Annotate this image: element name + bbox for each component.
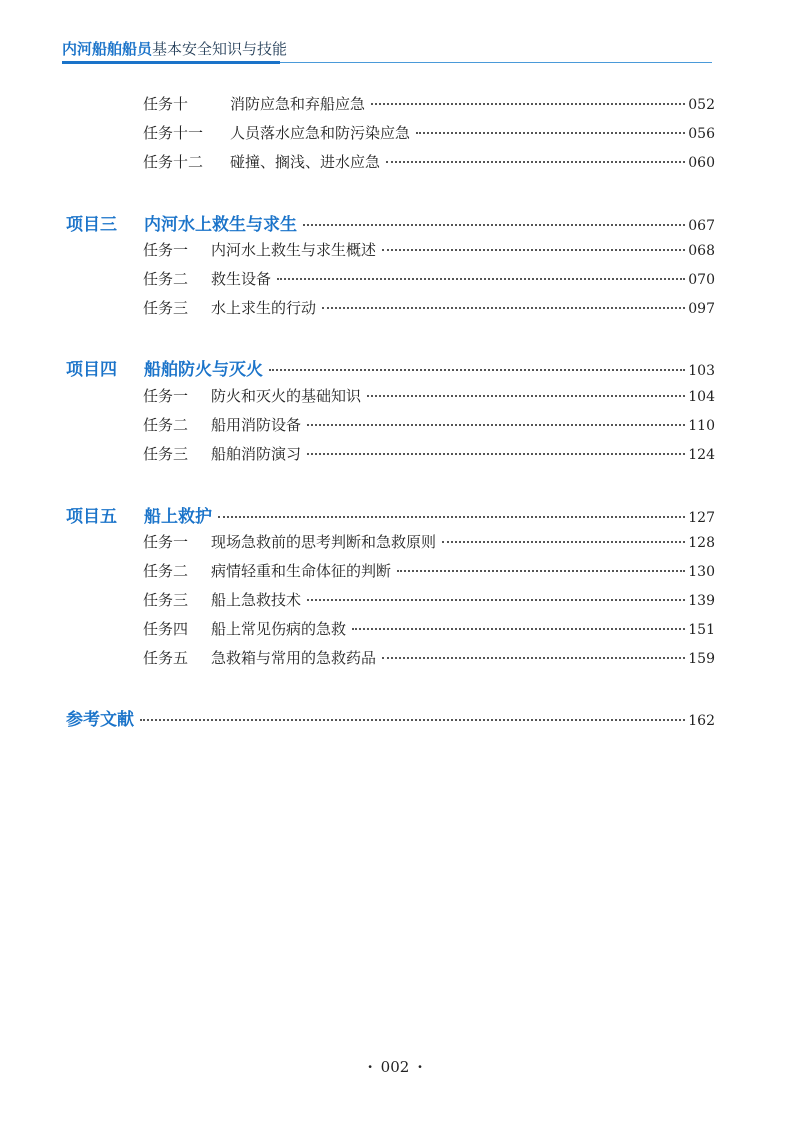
footer-dot-right: · xyxy=(417,1058,423,1076)
toc-task-row[interactable] xyxy=(143,414,715,435)
dot-leader xyxy=(269,369,685,371)
toc-task-row[interactable] xyxy=(143,297,715,318)
project-title: 内河水上救生与求生 xyxy=(144,215,297,235)
page-number: 068 xyxy=(688,243,715,259)
toc-project-row[interactable] xyxy=(66,502,715,527)
task-number: 任务十二 xyxy=(143,153,204,171)
task-number: 任务一 xyxy=(143,387,189,405)
task-title: 救生设备 xyxy=(211,270,272,288)
toc-references-row[interactable] xyxy=(66,705,715,730)
task-number: 任务三 xyxy=(143,591,189,609)
page-number: 162 xyxy=(688,713,715,729)
page-footer xyxy=(0,1058,790,1076)
toc-task-row[interactable] xyxy=(143,151,715,172)
book-title-strong: 内河船舶船员 xyxy=(62,40,153,58)
toc-task-row[interactable] xyxy=(143,443,715,464)
footer-dot-left: · xyxy=(367,1058,373,1076)
page-number: 097 xyxy=(688,301,715,317)
toc-task-row[interactable] xyxy=(143,93,715,114)
dot-leader xyxy=(307,424,685,426)
task-number: 任务五 xyxy=(143,649,189,667)
dot-leader xyxy=(277,278,685,280)
page-number: 124 xyxy=(688,447,715,463)
book-title-rest: 基本安全知识与技能 xyxy=(152,40,288,58)
project-number: 项目五 xyxy=(66,507,117,527)
toc-task-row[interactable] xyxy=(143,647,715,668)
task-number: 任务四 xyxy=(143,620,189,638)
project-title: 船上救护 xyxy=(144,507,212,527)
project-number: 项目三 xyxy=(66,215,117,235)
dot-leader xyxy=(322,307,685,309)
references-title: 参考文献 xyxy=(66,710,134,730)
toc-task-row[interactable] xyxy=(143,560,715,581)
running-header xyxy=(62,34,712,64)
task-title: 现场急救前的思考判断和急救原则 xyxy=(211,533,437,551)
dot-leader xyxy=(367,395,685,397)
toc-project-row[interactable] xyxy=(66,210,715,235)
page-number: 060 xyxy=(688,155,715,171)
task-title: 船上急救技术 xyxy=(211,591,302,609)
page-number: 110 xyxy=(688,418,715,434)
task-number: 任务一 xyxy=(143,241,189,259)
page-number: 159 xyxy=(688,651,715,667)
toc-task-row[interactable] xyxy=(143,239,715,260)
dot-leader xyxy=(303,224,685,226)
task-number: 任务三 xyxy=(143,445,189,463)
dot-leader xyxy=(382,657,685,659)
dot-leader xyxy=(371,103,685,105)
task-title: 病情轻重和生命体征的判断 xyxy=(211,562,392,580)
task-title: 人员落水应急和防污染应急 xyxy=(230,124,411,142)
task-number: 任务二 xyxy=(143,562,189,580)
task-number: 任务二 xyxy=(143,416,189,434)
project-number: 项目四 xyxy=(66,360,117,380)
page-number: 070 xyxy=(688,272,715,288)
task-title: 水上求生的行动 xyxy=(211,299,317,317)
task-title: 船舶消防演习 xyxy=(211,445,302,463)
page-number: 128 xyxy=(688,535,715,551)
task-title: 碰撞、搁浅、进水应急 xyxy=(230,153,381,171)
page-number: 130 xyxy=(688,564,715,580)
header-rule xyxy=(280,62,712,63)
page-number: 104 xyxy=(688,389,715,405)
task-title: 急救箱与常用的急救药品 xyxy=(211,649,377,667)
dot-leader xyxy=(382,249,685,251)
page-number: 056 xyxy=(688,126,715,142)
task-number: 任务一 xyxy=(143,533,189,551)
dot-leader xyxy=(307,453,685,455)
toc-task-row[interactable] xyxy=(143,589,715,610)
page-number: 103 xyxy=(688,363,715,379)
page-number: 139 xyxy=(688,593,715,609)
dot-leader xyxy=(386,161,685,163)
dot-leader xyxy=(397,570,685,572)
dot-leader xyxy=(307,599,685,601)
task-title: 船用消防设备 xyxy=(211,416,302,434)
task-title: 消防应急和弃船应急 xyxy=(230,95,366,113)
page-number: 151 xyxy=(688,622,715,638)
task-number: 任务三 xyxy=(143,299,189,317)
toc-task-row[interactable] xyxy=(143,385,715,406)
page-number: 127 xyxy=(688,510,715,526)
page-number: 067 xyxy=(688,218,715,234)
dot-leader xyxy=(352,628,685,630)
task-number: 任务十一 xyxy=(143,124,204,142)
toc-task-row[interactable] xyxy=(143,618,715,639)
toc-task-row[interactable] xyxy=(143,268,715,289)
toc-task-row[interactable] xyxy=(143,122,715,143)
toc-project-row[interactable] xyxy=(66,355,715,380)
dot-leader xyxy=(416,132,685,134)
task-title: 船上常见伤病的急救 xyxy=(211,620,347,638)
task-title: 内河水上救生与求生概述 xyxy=(211,241,377,259)
footer-page-number: 002 xyxy=(380,1058,410,1076)
dot-leader xyxy=(218,516,685,518)
header-rule-accent xyxy=(62,61,280,64)
dot-leader xyxy=(140,719,685,721)
dot-leader xyxy=(442,541,685,543)
task-number: 任务十 xyxy=(143,95,189,113)
book-title xyxy=(62,38,287,59)
task-title: 防火和灭火的基础知识 xyxy=(211,387,362,405)
toc-task-row[interactable] xyxy=(143,531,715,552)
page-number: 052 xyxy=(688,97,715,113)
task-number: 任务二 xyxy=(143,270,189,288)
project-title: 船舶防火与灭火 xyxy=(144,360,263,380)
